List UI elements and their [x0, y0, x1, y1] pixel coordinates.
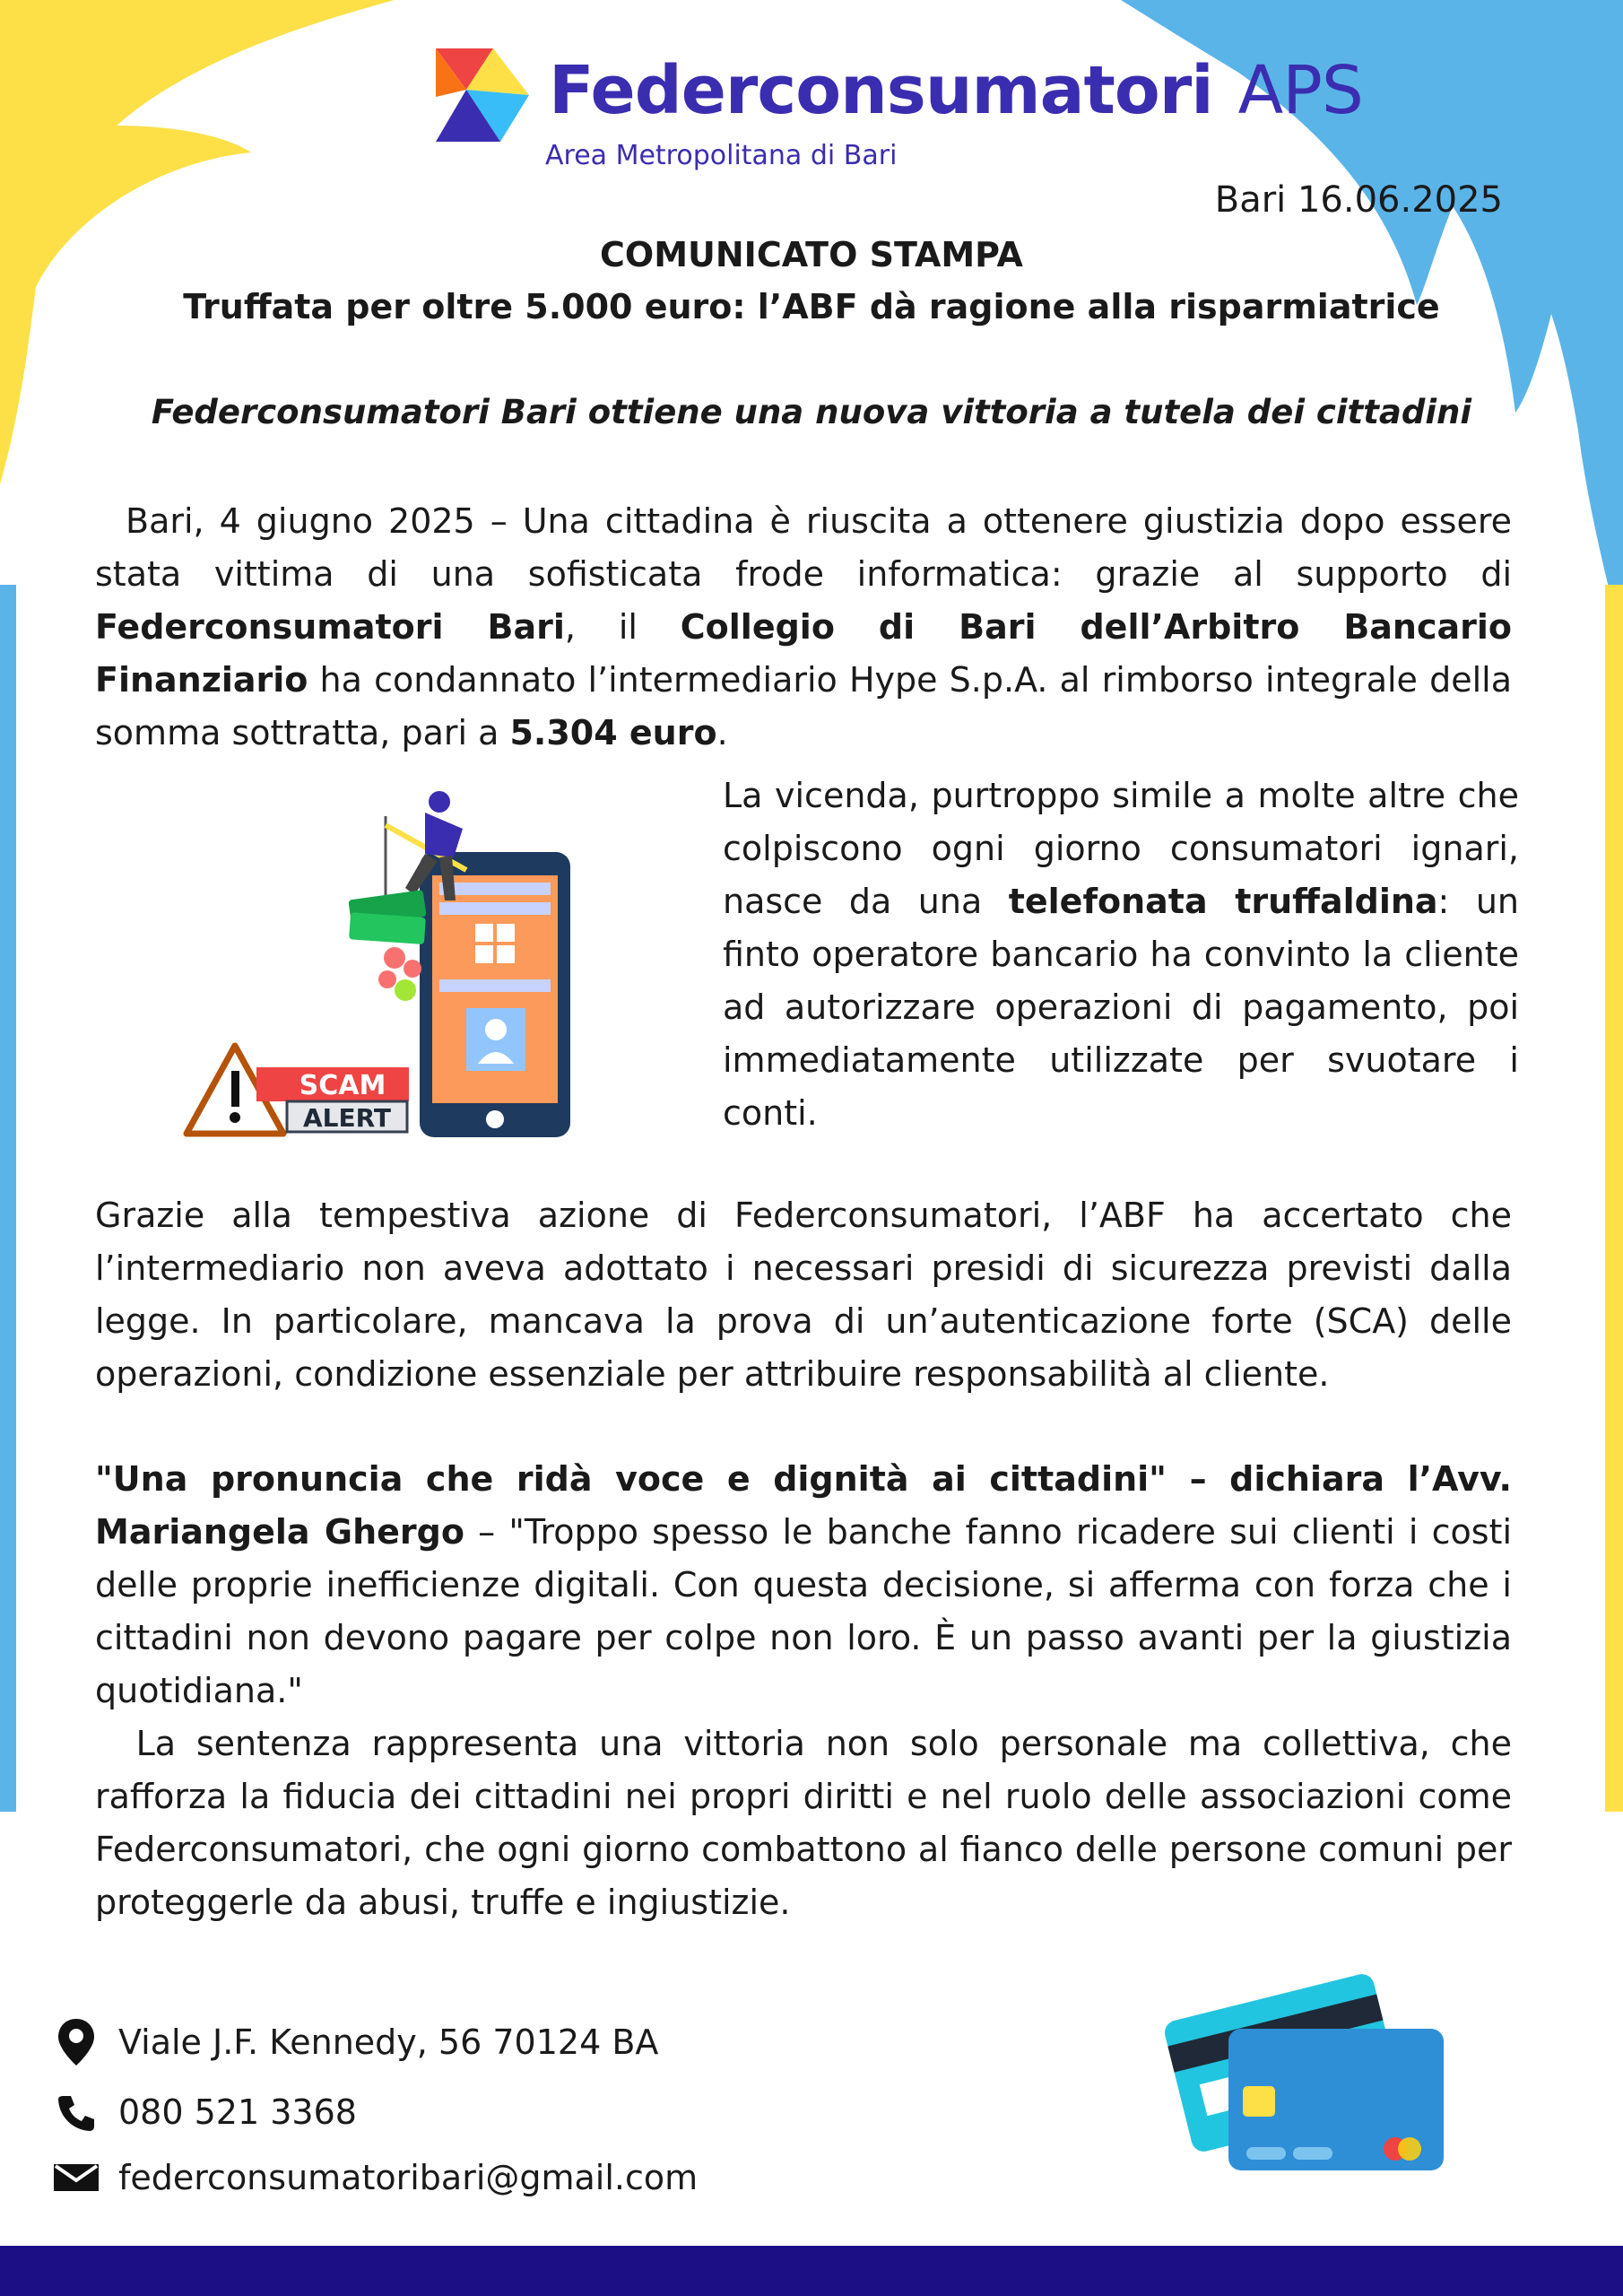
- location-pin-icon: [54, 2020, 99, 2065]
- email-text[interactable]: federconsumatoribari@gmail.com: [118, 2158, 699, 2197]
- left-accent-bar: [0, 585, 16, 1812]
- paragraph-story: [723, 770, 1519, 1140]
- press-release-subtitle: Federconsumatori Bari ottiene una nuova vittoria a tutela dei cittadini: [151, 393, 1472, 431]
- quote-text: – "Troppo spesso le banche fanno ricadere sui clienti i costi delle proprie inefficienze digitali. Con questa decisione, si afferma con forza che i cittadini non devono pagare per colpe non loro. È un passo avanti per la giustizia quotidiana.": [95, 1512, 1513, 1710]
- logo-name: Federconsumatori: [549, 52, 1213, 129]
- phone-icon: [54, 2090, 99, 2135]
- story-bold-1: telefonata truffaldina: [1008, 882, 1438, 921]
- paragraph-quote: [95, 1453, 1512, 1718]
- footer-bar: [0, 2246, 1623, 2296]
- intro-text-3: ha condannato l’intermediario Hype S.p.A. al rimborso integrale della somma sottratta, pari a: [95, 660, 1512, 752]
- right-accent-bar: [1605, 585, 1623, 1812]
- story-text-1: La vicenda, purtroppo simile a molte altre che colpiscono ogni giorno consumatori ignari, nasce da una: [723, 776, 1519, 921]
- intro-bold-2: Collegio di Bari dell’Arbitro Bancario Finanziario: [95, 607, 1513, 700]
- contact-address: [54, 2020, 658, 2065]
- phone-text[interactable]: 080 521 3368: [118, 2092, 357, 2132]
- paragraph-intro: [95, 495, 1512, 760]
- press-release-kicker: COMUNICATO STAMPA: [600, 235, 1023, 274]
- intro-bold-3: 5.304 euro: [509, 713, 717, 752]
- intro-bold-1: Federconsumatori Bari: [95, 607, 565, 647]
- paragraph-abf-findings: Grazie alla tempestiva azione di Federconsumatori, l’ABF ha accertato che l’intermediario non aveva adottato i necessari presidi di sicurezza previsti dalla legge. In particolare, mancava la prova di un’autenticazione forte (SCA) delle operazioni, condizione essenziale per attribuire responsabilità al cliente.: [95, 1196, 1512, 1394]
- scam-badge-text: SCAM: [299, 1070, 386, 1101]
- document-date: Bari 16.06.2025: [1214, 179, 1503, 221]
- contact-email: [54, 2155, 698, 2200]
- press-release-title: Truffata per oltre 5.000 euro: l’ABF dà ragione alla risparmiatrice: [183, 287, 1440, 326]
- logo-wordmark: [549, 52, 1363, 129]
- paragraph-conclusion: [95, 1718, 1512, 1929]
- address-text: Viale J.F. Kennedy, 56 70124 BA: [118, 2022, 659, 2062]
- quote-bold: "Una pronuncia che ridà voce e dignità ai cittadini" – dichiara l’Avv. Mariangela Ghergo: [95, 1459, 1512, 1552]
- logo-icon: [429, 43, 536, 147]
- scam-alert-illustration: [170, 789, 592, 1148]
- conclusion-text: La sentenza rappresenta una vittoria non solo personale ma collettiva, che rafforza la fiducia dei cittadini nei propri diritti e nel ruolo delle associazioni come Federconsumatori, che ogni giorno combattono al fianco delle persone comuni per proteggerle da abusi, truffe e ingiustizie.: [95, 1724, 1512, 1922]
- story-text-2: : un finto operatore bancario ha convinto la cliente ad autorizzare operazioni di pagamento, poi immediatamente utilizzate per svuotare i conti.: [723, 882, 1519, 1133]
- logo-suffix: APS: [1237, 52, 1363, 129]
- contact-phone: [54, 2090, 357, 2135]
- mail-icon: [54, 2155, 99, 2200]
- intro-text-4: .: [716, 713, 728, 752]
- intro-text-2: , il: [564, 607, 681, 647]
- intro-text-1: Bari, 4 giugno 2025 – Una cittadina è riuscita a ottenere giustizia dopo essere stata vittima di una sofisticata frode informatica: grazie al supporto di: [95, 501, 1512, 594]
- alert-badge-text: ALERT: [302, 1103, 392, 1133]
- credit-cards-icon: [1157, 1964, 1462, 2179]
- logo-subtitle: Area Metropolitana di Bari: [545, 140, 898, 171]
